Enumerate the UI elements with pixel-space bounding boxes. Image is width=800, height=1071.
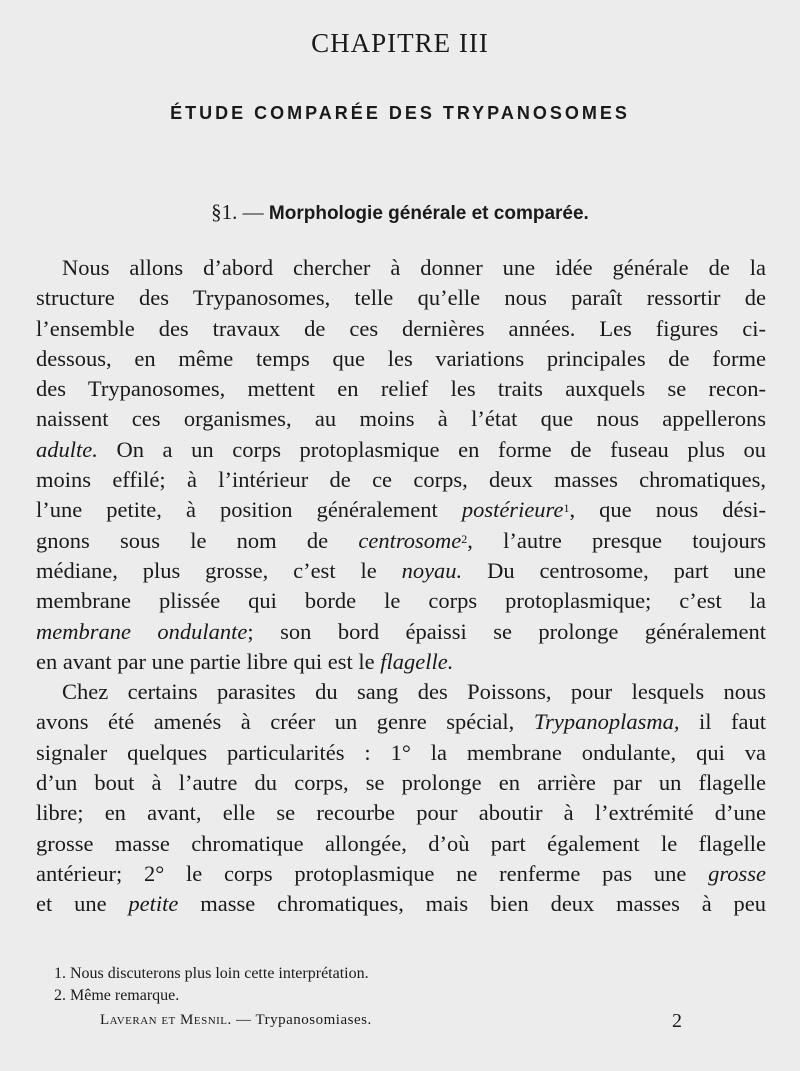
section-heading — [0, 200, 800, 225]
text-line: des Trypanosomes, mettent en relief les traits auxquels se recon- — [36, 376, 766, 402]
text-line: libre; en avant, elle se recourbe pour aboutir à l’extrémité d’une — [36, 800, 766, 826]
section-number: §1. — — [211, 200, 264, 224]
italic-term: adulte. — [36, 436, 98, 462]
text-line: grosse masse chromatique allongée, d’où part également le flagelle — [36, 830, 766, 856]
footnote: 1. Nous discuterons plus loin cette interprétation. — [54, 965, 369, 982]
text-line: structure des Trypanosomes, telle qu’elle nous paraît ressortir de — [36, 285, 766, 311]
text-line: dessous, en même temps que les variations principales de forme — [36, 345, 766, 371]
text-line: naissent ces organismes, au moins à l’état que nous appellerons — [36, 406, 766, 432]
text-line: antérieur; 2° le corps protoplasmique ne renferme pas une grosse — [36, 860, 766, 886]
italic-term: Trypanoplasma, — [533, 709, 680, 735]
italic-term: membrane ondulante — [36, 618, 248, 644]
text-line: gnons sous le nom de centrosome$^2$, l’autre presque toujours — [36, 527, 766, 553]
italic-term: centrosome — [358, 527, 462, 553]
italic-term: petite — [128, 891, 179, 917]
text-line: l’ensemble des travaux de ces dernières années. Les figures ci- — [36, 315, 766, 341]
text-line: l’une petite, à position généralement postérieure$^1$, que nous dési- — [36, 497, 766, 523]
text-line: et une petite masse chromatiques, mais bien deux masses à peu — [36, 891, 766, 917]
italic-term: noyau. — [401, 557, 463, 583]
footnotes — [54, 963, 754, 1007]
body-text — [36, 253, 766, 920]
running-footer — [100, 1012, 700, 1029]
text-line: membrane plissée qui borde le corps protoplasmique; c’est la — [36, 588, 766, 614]
text-line: adulte. On a un corps protoplasmique en forme de fuseau plus ou — [36, 436, 766, 462]
footnote: 2. Même remarque. — [54, 987, 180, 1004]
text-line: médiane, plus grosse, c’est le noyau. Du centrosome, part une — [36, 557, 766, 583]
footer-authors: Laveran et Mesnil. — — [100, 1012, 252, 1028]
text-line: membrane ondulante; son bord épaissi se prolonge généralement — [36, 618, 767, 644]
text-line: signaler quelques particularités : 1° la membrane ondulante, qui va — [36, 739, 766, 765]
italic-term: postérieure — [461, 497, 564, 523]
italic-term: grosse — [708, 860, 766, 886]
italic-term: flagelle. — [380, 648, 454, 674]
footnote-ref: 2 — [461, 531, 468, 546]
text-line: Chez certains parasites du sang des Poissons, pour lesquels nous — [62, 679, 766, 705]
page-number: 2 — [672, 1010, 682, 1032]
text-line: Nous allons d’abord chercher à donner une idée générale de la — [62, 255, 766, 280]
text-line: d’un bout à l’autre du corps, se prolonge en arrière par un flagelle — [36, 770, 766, 796]
text-line: moins effilé; à l’intérieur de ce corps, deux masses chromatiques, — [36, 467, 766, 493]
text-line: avons été amenés à créer un genre spécial, Trypanoplasma, il faut — [36, 709, 766, 735]
section-title: Morphologie générale et comparée. — [268, 203, 589, 224]
text-line: en avant par une partie libre qui est le flagelle. — [36, 648, 454, 674]
footer-book-title: Trypanosomiases. — [251, 1012, 372, 1028]
chapter-subtitle: ÉTUDE COMPARÉE DES TRYPANOSOMES — [170, 103, 630, 123]
footnote-ref: 1 — [563, 501, 570, 516]
chapter-heading: CHAPITRE III — [311, 28, 489, 58]
